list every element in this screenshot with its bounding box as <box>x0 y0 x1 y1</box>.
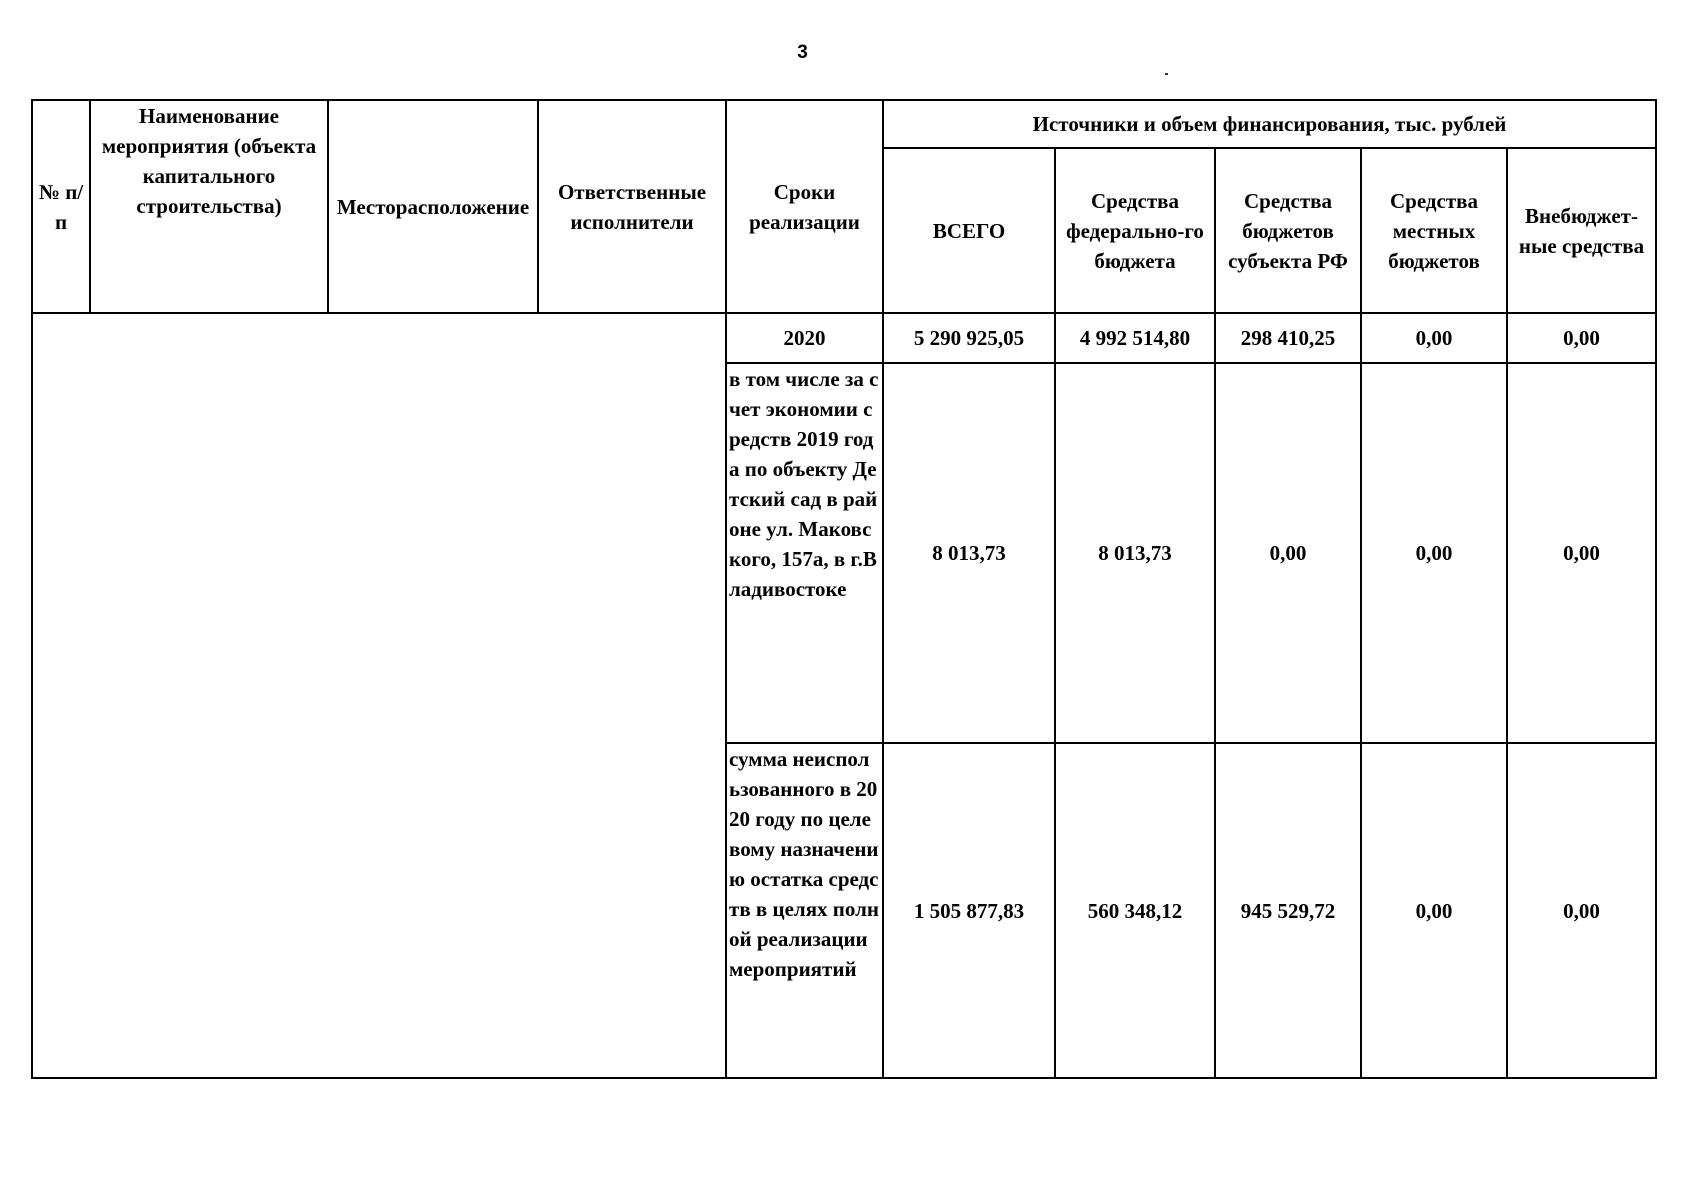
row-term-description: в том числе за счет экономии средств 2019 года по объекту Детский сад в районе ул. Маковского, 157а, в г.Владивостоке <box>726 363 883 743</box>
row-subject: 945 529,72 <box>1215 743 1361 1078</box>
header-local: Средства местных бюджетов <box>1361 148 1507 313</box>
row-federal: 4 992 514,80 <box>1055 313 1215 363</box>
row-term-description: сумма неиспользованного в 2020 году по целевому назначению остатка средств в целях полной реализации мероприятий <box>726 743 883 1078</box>
row-extra: 0,00 <box>1507 743 1656 1078</box>
header-responsible: Ответственные исполнители <box>538 100 726 313</box>
stray-mark <box>1165 73 1168 75</box>
row-total: 5 290 925,05 <box>883 313 1055 363</box>
row-federal: 8 013,73 <box>1055 363 1215 743</box>
row-extra: 0,00 <box>1507 363 1656 743</box>
row-total: 8 013,73 <box>883 363 1055 743</box>
row-local: 0,00 <box>1361 363 1507 743</box>
row-local: 0,00 <box>1361 313 1507 363</box>
row-federal: 560 348,12 <box>1055 743 1215 1078</box>
header-federal: Средства федерально-го бюджета <box>1055 148 1215 313</box>
row-subject: 0,00 <box>1215 363 1361 743</box>
row-local: 0,00 <box>1361 743 1507 1078</box>
header-location: Месторасположение <box>328 100 538 313</box>
page-number: 3 <box>797 42 808 63</box>
funding-table <box>31 99 1657 1079</box>
header-name: Наименование мероприятия (объекта капитального строительства) <box>90 100 328 313</box>
merged-empty-cell <box>32 313 726 1078</box>
row-total: 1 505 877,83 <box>883 743 1055 1078</box>
header-terms: Сроки реализации <box>726 100 883 313</box>
table-row <box>32 313 1656 363</box>
row-extra: 0,00 <box>1507 313 1656 363</box>
header-extra: Внебюджет-ные средства <box>1507 148 1656 313</box>
header-funding-group: Источники и объем финансирования, тыс. рублей <box>883 100 1656 148</box>
row-subject: 298 410,25 <box>1215 313 1361 363</box>
header-total: ВСЕГО <box>883 148 1055 313</box>
header-subject: Средства бюджетов субъекта РФ <box>1215 148 1361 313</box>
row-term: 2020 <box>726 313 883 363</box>
header-no: № п/п <box>32 100 90 313</box>
